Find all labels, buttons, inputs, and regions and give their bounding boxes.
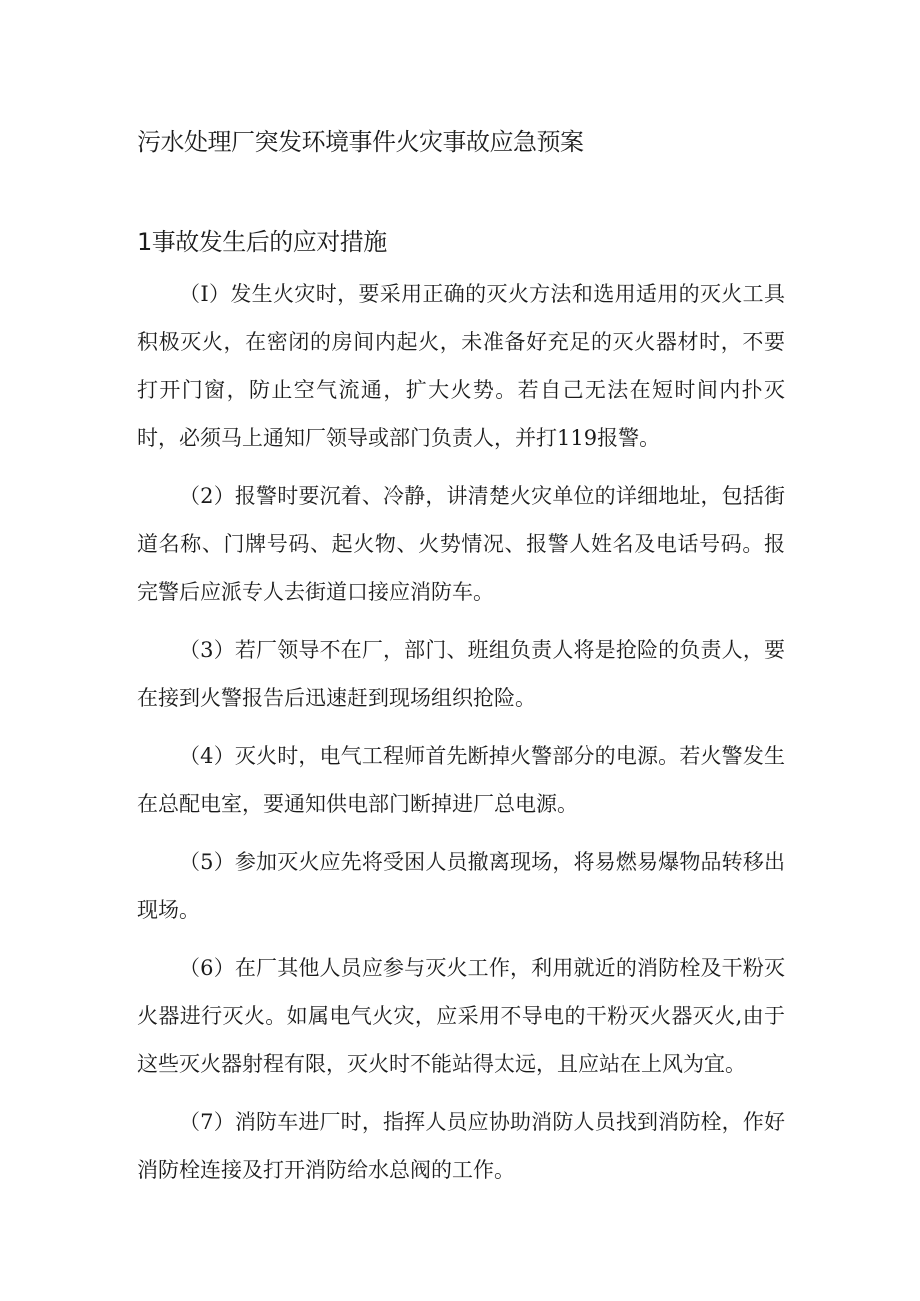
paragraph-7: （7）消防车进厂时，指挥人员应协助消防人员找到消防栓，作好消防栓连接及打开消防给水总阀的工作。	[137, 1110, 785, 1182]
paragraph-3: （3）若厂领导不在厂，部门、班组负责人将是抢险的负责人，要在接到火警报告后迅速赶到现场组织抢险。	[137, 638, 785, 710]
paragraph-1: （I）发生火灾时，要采用正确的灭火方法和选用适用的灭火工具积极灭火，在密闭的房间内起火，未准备好充足的灭火器材时，不要打开门窗，防止空气流通，扩大火势。若自己无法在短时间内扑灭时，必须马上通知厂领导或部门负责人，并打119报警。	[137, 282, 785, 450]
paragraph-4: （4）灭火时，电气工程师首先断掉火警部分的电源。若火警发生在总配电室，要通知供电部门断掉进厂总电源。	[137, 744, 785, 816]
paragraph-5: （5）参加灭火应先将受困人员撤离现场，将易燃易爆物品转移出现场。	[137, 850, 785, 922]
paragraph-6: （6）在厂其他人员应参与灭火工作，利用就近的消防栓及干粉灭火器进行灭火。如属电气火灾，应采用不导电的干粉灭火器灭火,由于这些灭火器射程有限，灭火时不能站得太远，且应站在上风为宜。	[137, 956, 785, 1076]
section-heading: 1事故发生后的应对措施	[137, 228, 387, 256]
document-body	[137, 270, 785, 1204]
document-title: 污水处理厂突发环境事件火灾事故应急预案	[137, 128, 584, 156]
paragraph-2: （2）报警时要沉着、冷静，讲清楚火灾单位的详细地址，包括街道名称、门牌号码、起火物、火势情况、报警人姓名及电话号码。报完警后应派专人去街道口接应消防车。	[137, 484, 785, 604]
